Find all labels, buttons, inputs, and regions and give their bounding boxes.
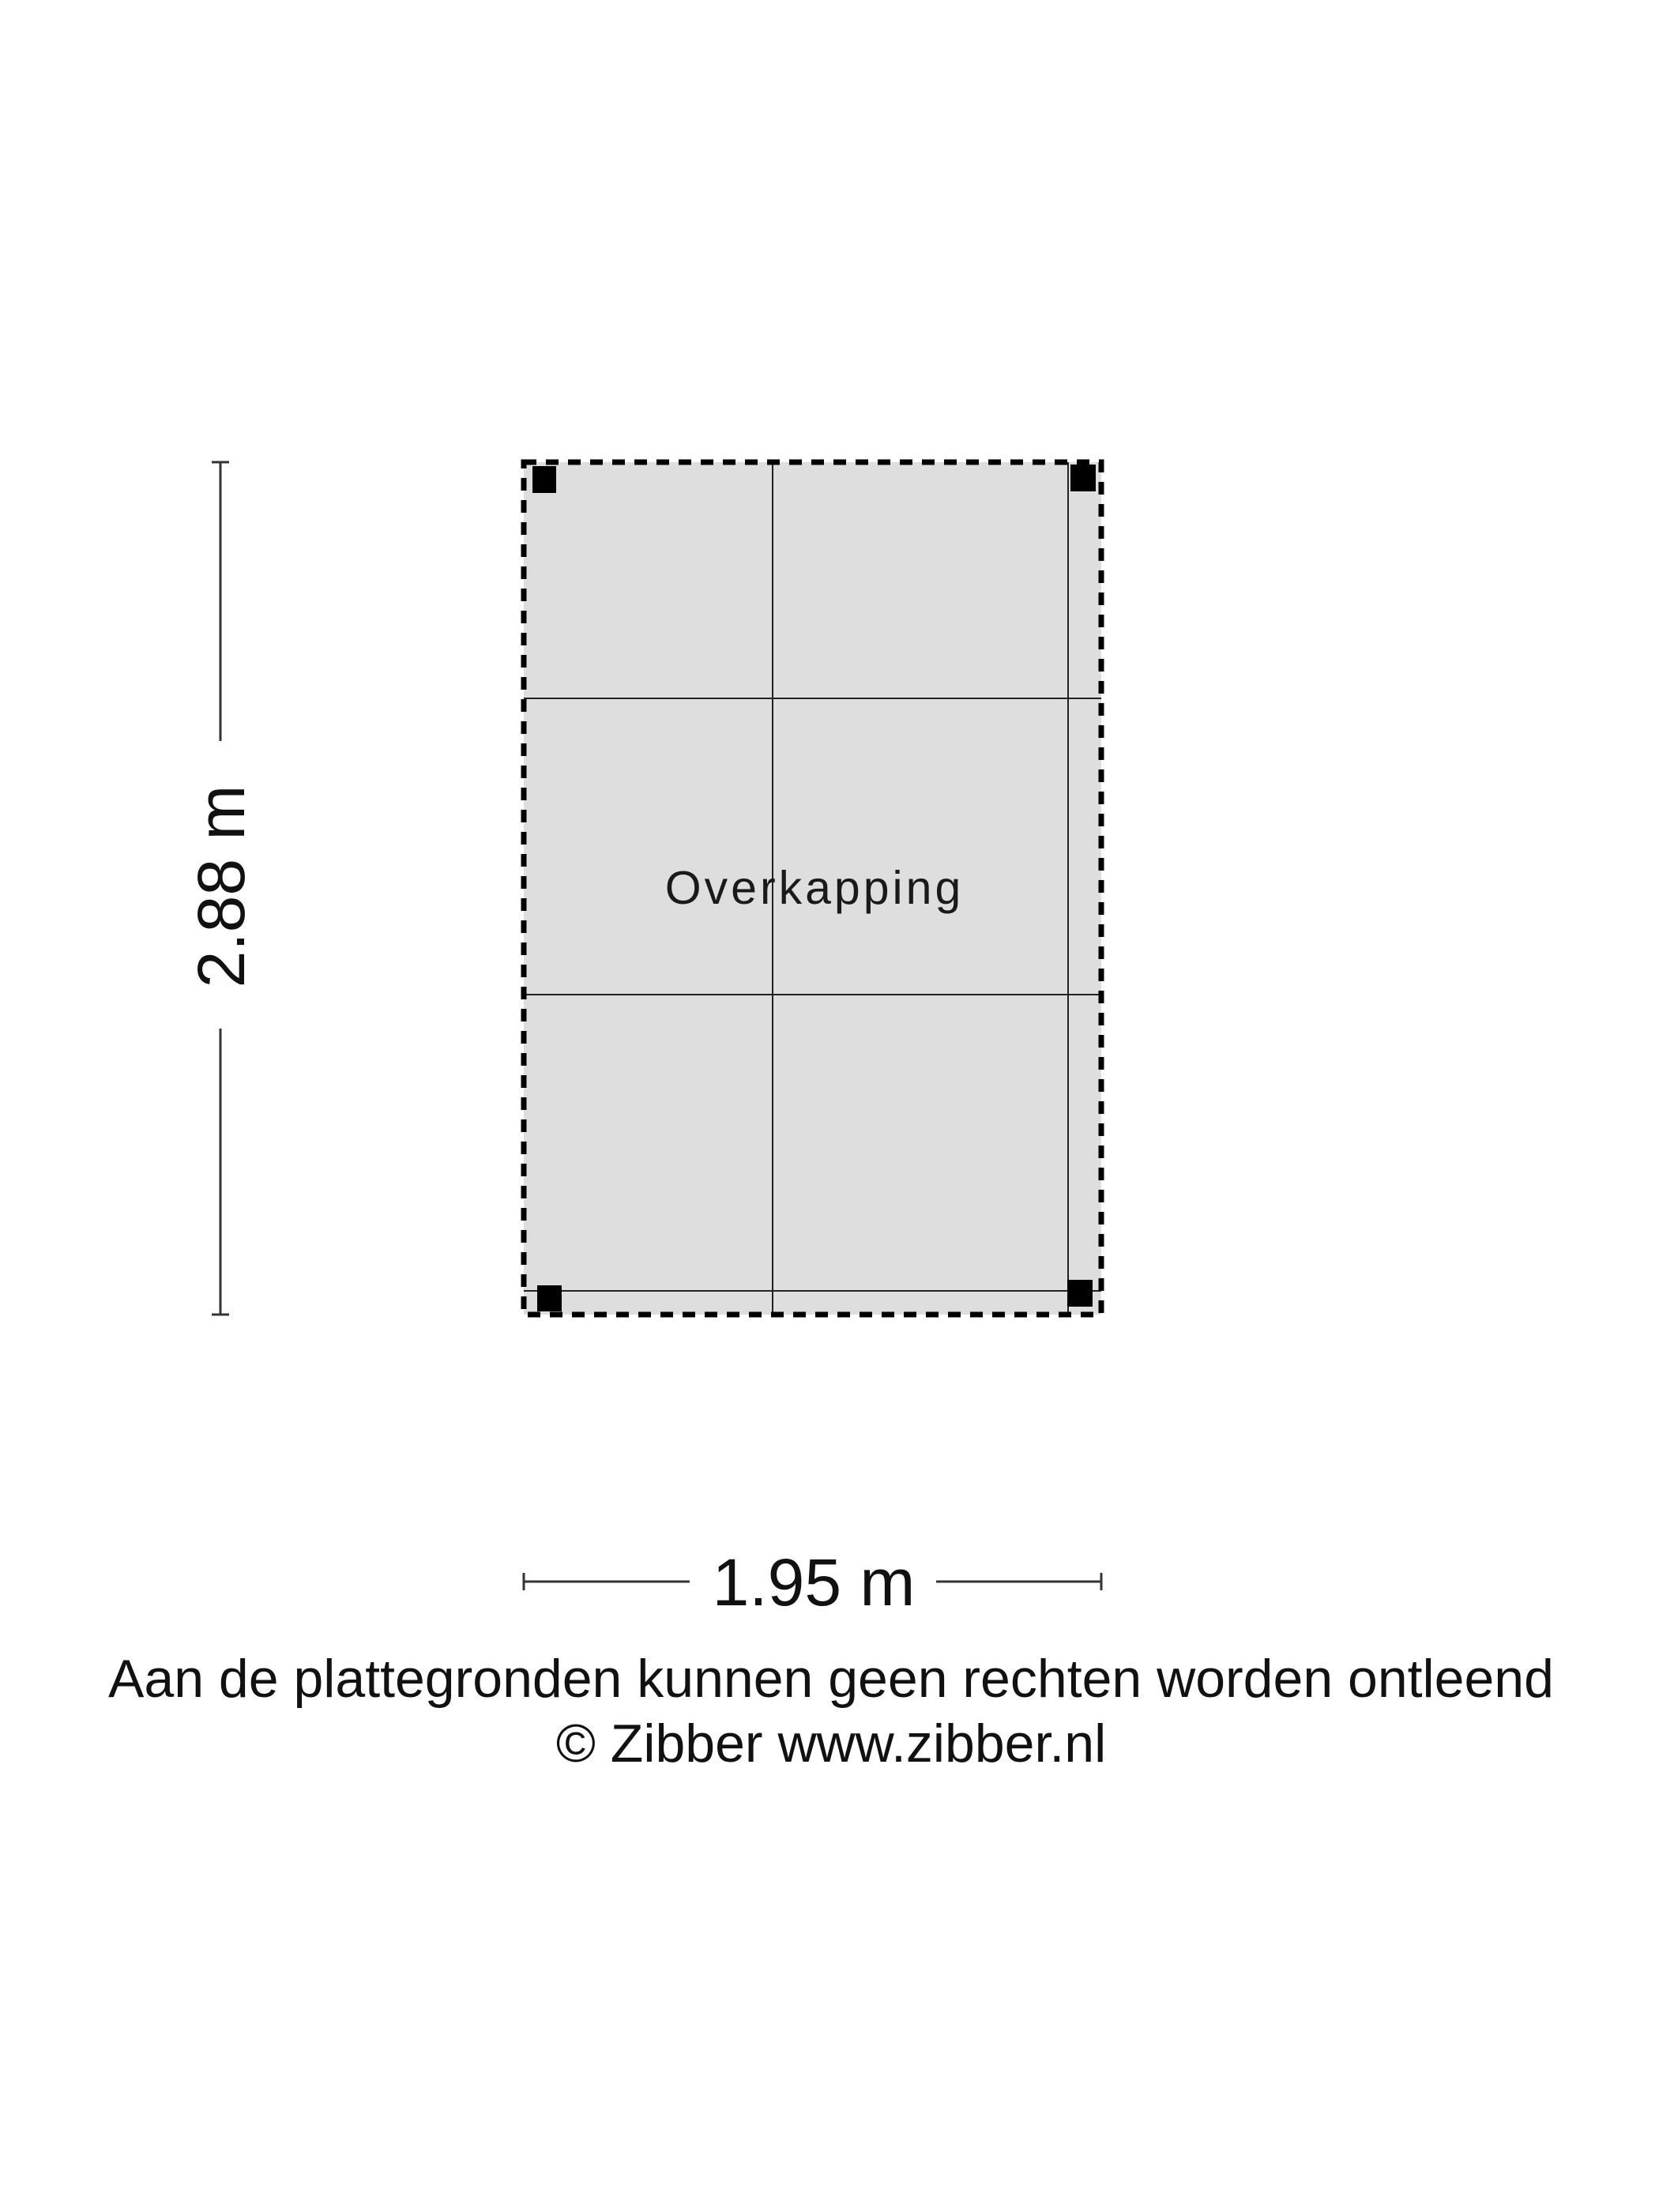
copyright-text: © Zibber www.zibber.nl bbox=[555, 1714, 1107, 1774]
post-top-left bbox=[532, 466, 556, 493]
post-top-right bbox=[1070, 465, 1096, 491]
post-bottom-right bbox=[1067, 1280, 1093, 1307]
width-dimension-label: 1.95 m bbox=[712, 1545, 916, 1620]
disclaimer-text: Aan de plattegronden kunnen geen rechten worden ontleend bbox=[108, 1649, 1554, 1709]
room-label: Overkapping bbox=[664, 862, 965, 914]
post-bottom-left bbox=[537, 1285, 562, 1311]
height-dimension-label: 2.88 m bbox=[184, 784, 258, 988]
room-overkapping bbox=[524, 462, 1101, 1315]
